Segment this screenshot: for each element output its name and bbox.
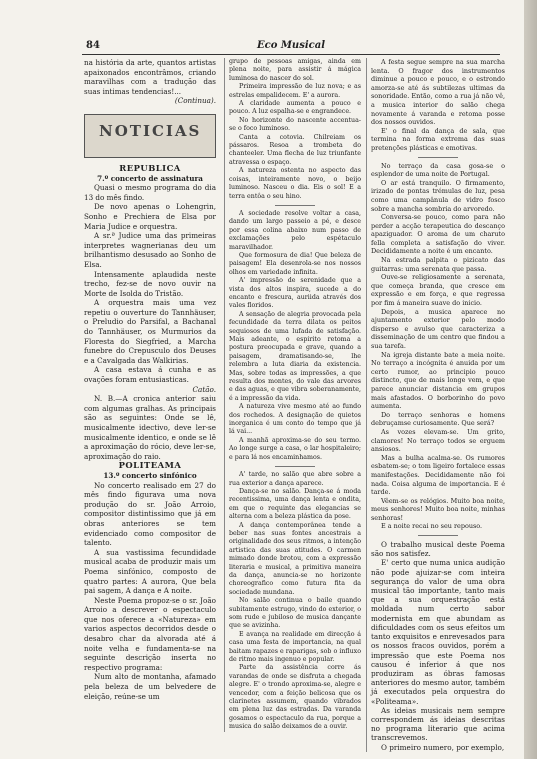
paragraph: Quasi o mesmo programa do dia 13 do mês findo. bbox=[84, 183, 216, 202]
paragraph: A claridade aumenta a pouco e pouco. A luz espalha-se e engrandece. bbox=[229, 100, 361, 116]
paragraph: E avança na realidade em direcção á casa uma festa de importancia, na qual baitam rapazes e raparigas, sob o influxo de ritmo mais ingenuo e popular. bbox=[229, 630, 361, 664]
paragraph: Primeira impressão de luz nova; e as estrelas empalidecem. E' a aurora. bbox=[229, 83, 361, 99]
paragraph: No concerto realisado em 27 do mês findo figurava uma nova produção do sr. João Arroio, compositor distintissimo que já em obras anteriores se tem evidenciado como compositor de talento. bbox=[84, 480, 216, 548]
paragraph: O trabalho musical deste Poema são nos satisfez. bbox=[371, 540, 505, 559]
paragraph: O primeiro numero, por exemplo, bbox=[381, 742, 505, 752]
ornament-title: NOTICIAS bbox=[99, 121, 202, 140]
paragraph: A sr.ª Judice uma das primeiras interpretes wagnerianas deu um brilhantismo desusado ao Sonho de Elsa. bbox=[84, 231, 216, 269]
paragraph: A sua vastissima fecundidade musical acaba de produzir mais um Poema sinfónico, composto de quatro partes: A aurora, Que bela pai sagem, A dança e A noite. bbox=[84, 547, 216, 596]
paragraph: E a noite recai no seu repouso. bbox=[381, 522, 483, 531]
continua-signature: (Continua). bbox=[174, 96, 216, 106]
paragraph: A dança contemporânea tende a beber nas suas fontes ancestrais a originalidade dos seus ritmos, a intenção artistica das suas atitudes. O carmen mimado donde brotou, com a expressão literaria e musical, a primitiva maneira da dança, anuncia-se no horizonte choreografico como futura fita da sociedade mundana. bbox=[229, 521, 361, 596]
paragraph: A natureza vive mesmo até ao fundo dos rochedos. A designação de quietos inorganica é um conto do tempo que já lá vai... bbox=[229, 403, 361, 436]
divider bbox=[418, 535, 458, 536]
section-heading-republica: REPUBLICA bbox=[119, 162, 181, 173]
paragraph: N. B.—A cronica anterior saiu com algumas gralhas. As principais são as seguintes: Onde se lê, musicalmente idectivo, deve ler-se musicalmente identico, e onde se lê a aproximação do rócio, deve ler-se, aproximação do raio. bbox=[84, 394, 216, 461]
column-1 bbox=[84, 58, 216, 701]
paragraph: De novo apenas o Lohengrin, Sonho e Prechiera de Elsa por Maria Judice e orquestra. bbox=[84, 202, 216, 231]
paragraph: No horizonte do nascente accentua-se o foco luminoso. bbox=[229, 116, 361, 133]
paragraph: No salão continua o baile quando subitamente estrugo, vindo do exterior, o som rude e jubiloso de musica dançante que se avizinha. bbox=[229, 597, 361, 630]
paragraph: As ideias musicais nem sempre correspondem ás ideias descritas no programa literario que acima transcrevemos. bbox=[371, 705, 505, 743]
publication-title: Eco Musical bbox=[257, 40, 325, 51]
paragraph: Num alto de montanha, afamado pela beleza de um belvedere de eleição, reúne-se um bbox=[84, 672, 216, 701]
paragraph: Vêem-se os relógios. Muito boa noite, meus senhores! Muito boa noite, minhas senhoras! bbox=[371, 496, 505, 522]
paragraph: Dança-se no salão. Dança-se á moda recentissima, uma dança lenta e ondita, em que o requinte das elegancias se alterna com a beleza plástica da pose. bbox=[229, 487, 361, 521]
divider bbox=[418, 157, 458, 158]
paragraph: grupo de pessoas amigas, ainda em plena noite, para assistir á mágica luminosa do nascer do sol. bbox=[229, 58, 361, 82]
paragraph: Do terraço senhoras e homens debruçamse curiosamente. Que será? bbox=[371, 410, 505, 428]
paragraph: Mas a bulha acalma-se. Os rumores esbatem-se; o tom ligeiro fortalece essas manifestações. Decididamente não foi nada. Coisa alguma de importancia. E é tarde. bbox=[371, 453, 505, 497]
paragraph: O ar está tranquilo. O firmamento, irizado de pontas trémulas de luz, pesa como uma campânula de vidro fosco sobre a mancha sombria do arvoredo. bbox=[371, 178, 505, 213]
paragraph: A orquestra mais uma vez repetiu o ouverture do Tannhäuser, o Preludio do Parsifal, a Bachanal do Tannhäuser, os Murmurios da Floresta do Siegfried, a Marcha funebre do Crepusculo dos Deuses e a Cavalgada das Walkirias. bbox=[84, 298, 216, 365]
page-number: 84 bbox=[86, 40, 100, 51]
paragraph: Ouve-se religiosamente a serenata, que começa branda, que cresce em expressão e em força, e que regressa por fim á maneira suave do inicio. bbox=[371, 273, 505, 308]
column-3 bbox=[366, 58, 505, 752]
paragraph: As vozes elevam-se. Um grito, clamores! No terraço todos se erguem ansiosos. bbox=[371, 427, 505, 454]
section-subheading: 13.º concerto sinfónico bbox=[103, 470, 197, 480]
noticias-ornament-banner bbox=[84, 114, 216, 158]
paragraph: Na estrada palpita o pizicato das guitarras: uma serenata que passa. bbox=[371, 256, 505, 273]
paragraph: No terraço da casa gosa-se o esplendor de uma noite de Portugal. bbox=[371, 161, 505, 179]
intro-paragraph: na história da arte, quantos artistas apaixonados encontrâmos, criando maravilhas com a tradução das suas intimas tendencias!... bbox=[84, 58, 216, 96]
paragraph: Neste Poema propoz-se o sr. João Arroio a descrever o espectaculo que nos oferece a «Natureza» em varios aspectos decorridos desde o desabro char da alvorada até á noite velha e fundamenta-se na seguinte descrição inserta no respectivo programa: bbox=[84, 595, 216, 672]
page-edge bbox=[524, 0, 537, 759]
catao-signature: Catão. bbox=[192, 384, 216, 394]
paragraph: E' certo que numa unica audição não pode ajuizar-se com inteira segurança do valor de uma obra musical tão importante, tanto mais que a sua orquestração está moldada num certo sabor modernista em que abundam as dificuldades com os seus efeitos um tanto exquisitos e enrevesados para os nossos fracos ouvidos, porém a impressão que este Poema nos causou é inferior á que nos produziram as óbras famosas anteriores do mesmo autor, também já executados pela orquestra do «Politeama». bbox=[371, 558, 505, 706]
paragraph: A natureza ostenta no aspecto das coisas, inteiramente novo, o beijo luminoso. Nasceu o dia. Eis o sol! E a terra entôa o seu hino. bbox=[229, 167, 361, 200]
paragraph: A' tarde, no salão que abre sobre a rua exterior a dança aparece. bbox=[229, 471, 361, 487]
paragraph: A festa segue sempre na sua marcha lenta. O fragor dos instrumentos diminue a pouco e pouco, e o estrondo amorza-se até ás subtilezas ultimas da sonoridade. Então, como a rua já não vê, a musica interior do salão chega novamente á varanda e retoma posse dos nossos ouvidos. bbox=[371, 58, 505, 127]
column-2 bbox=[224, 58, 361, 732]
paragraph: A casa estava á cunha e as ovações foram entusiasticas. bbox=[84, 365, 216, 385]
section-heading-politeama: POLITEAMA bbox=[118, 460, 182, 471]
paragraph: A sociedade resolve voltar a casa, dando um largo passeio a pé, e desce por essa colina abaixo num passo de exclamações pelo espétaculo maravilhador. bbox=[229, 209, 361, 251]
paragraph: A manhã aproxima-se do seu termo. Ao longe surge a casa, o lar hospitaleiro; e para lá nos encaminhamos. bbox=[229, 436, 361, 461]
paragraph: Canta a cotovia. Chilreiam os pássaros. Resoa a trombeta do chanteeler. Uma flecha de luz triunfante atravessa o espaço. bbox=[229, 133, 361, 166]
paragraph: Conversa-se pouco, como para não perder a acção terapeutica do descanço apaziguador. O aroma de um charuto fella completa a satisfação do viver. Decididamente a noite é um encanto. bbox=[371, 213, 505, 256]
paragraph: A sensação de alegria provocada pela fecundidade da terra dilata os peitos sequiosos de uma lufada de satisfação. Mais adeante, o espirito retoma a postura preocupada e grave, quando a paisagem, dramatisando-se, lhe relembra a luta diaria da existencia. Mas, sobre todas as impressões, a que resulta dos montes, do vale das arvores e das aguas, e que vibra soberanamente, é a impressão da vida. bbox=[229, 310, 361, 402]
paragraph: E' o final da dança de sala, que termina na forma extrema das suas pretenções plásticas e emotivas. bbox=[371, 126, 505, 152]
section-subheading: 7.º concerto de assinatura bbox=[97, 173, 203, 183]
paragraph: Intensamente aplaudida neste trecho, fez-se de novo ouvir na Morte de Isolda do Tristão. bbox=[84, 269, 216, 298]
paragraph: A' impressão de serenidade que a vista dos altos inspira, sucede a do encanto e frescura, auriida através dos vales floridos. bbox=[229, 277, 361, 310]
page-header bbox=[82, 40, 500, 55]
paragraph: Parte da assistência corre ás varandas de onde se disfruta a chegada alegre. E' o trondo aproxima-se, alegre e vencedor, com a feição belicosa que os clarinetes assumem, quando vibrados em plena luz das estradas. Da varanda gosamos o espectaculo da rua, porque a musica do salão deixamos de a ouvir. bbox=[229, 664, 361, 731]
divider bbox=[275, 205, 315, 206]
divider bbox=[275, 466, 315, 467]
paragraph: Depois, a musica aparece no ajuntamento exterior pelo modo disperso e avulso que caracteriza a disseminação de um centro que findou a sua tarefa. bbox=[371, 307, 505, 350]
paragraph: Na igreja distante bate a meia noite. No terraço a incógnita é anuida por um certo rumor, ao principio pouco distincto, que de mais longe vem, e que parece anunciar distancia em grupos mais afastados. O borborinho do povo aumenta. bbox=[371, 350, 505, 411]
paragraph: Que formosura de dia! Que beleza de paisagem! Ela desenrola-se nos nossos olhos em variedade infinita. bbox=[229, 251, 361, 276]
